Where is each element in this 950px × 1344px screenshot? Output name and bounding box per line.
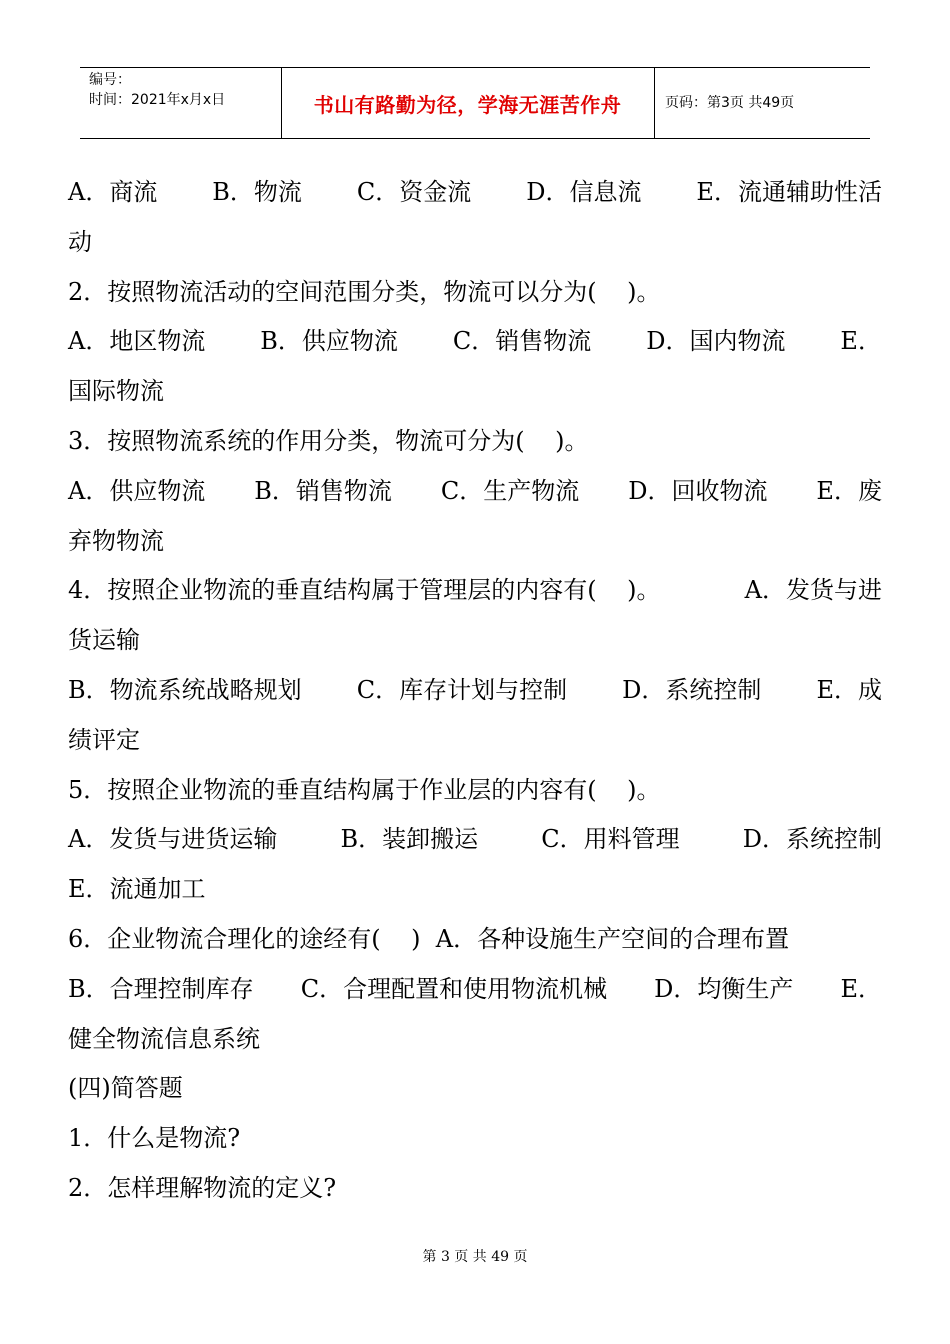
short-question-2: 2．怎样理解物流的定义? xyxy=(68,1173,337,1202)
option-a: A．供应物流 xyxy=(68,476,206,505)
option-d: D．系统控制 xyxy=(622,675,762,704)
option-b: B．销售物流 xyxy=(254,476,392,505)
options-line-3 xyxy=(68,467,882,517)
question-5: 5．按照企业物流的垂直结构属于作业层的内容有( )。 xyxy=(68,775,661,804)
document-body xyxy=(68,168,882,1214)
option-e: E．成 xyxy=(816,675,882,704)
question-3: 3．按照物流系统的作用分类，物流可分为( )。 xyxy=(68,426,589,455)
option-b: B．物流 xyxy=(212,178,302,206)
header-date: 时间：2021年x月x日 xyxy=(89,92,226,108)
question-text: 4．按照企业物流的垂直结构属于管理层的内容有( )。 xyxy=(68,576,661,605)
option-d: D．系统控制 xyxy=(742,825,882,854)
option-c: C．资金流 xyxy=(356,178,472,206)
section-heading: (四)简答题 xyxy=(68,1074,183,1103)
option-a: A．商流 xyxy=(68,178,158,206)
option-e: E． xyxy=(840,974,882,1003)
option-d: D．回收物流 xyxy=(628,476,768,505)
option-c: C．用料管理 xyxy=(541,825,680,854)
options-line-4 xyxy=(68,666,882,716)
header-meta-cell xyxy=(80,68,282,138)
option-c: C．库存计划与控制 xyxy=(356,675,568,704)
option-b: B．装卸搬运 xyxy=(340,825,479,854)
option-e: E． xyxy=(840,327,882,356)
text-line: 动 xyxy=(68,227,92,256)
option-b: B．物流系统战略规划 xyxy=(68,675,302,704)
question-4 xyxy=(68,566,882,616)
option-e: E．流通辅助性活 xyxy=(696,178,882,206)
page-footer: 第 3 页 共 49 页 xyxy=(422,1249,528,1265)
option-e: E．废 xyxy=(816,476,882,505)
option-c: C．生产物流 xyxy=(440,476,580,505)
header-page-info: 页码：第3页 共49页 xyxy=(665,94,795,111)
header-motto: 书山有路勤为径，学海无涯苦作舟 xyxy=(313,92,622,117)
text-line: 弃物物流 xyxy=(68,526,164,555)
text-line: 绩评定 xyxy=(68,725,140,754)
option-b: B．供应物流 xyxy=(260,327,398,356)
option-c: C．销售物流 xyxy=(452,327,592,356)
text-line: 国际物流 xyxy=(68,377,164,406)
option-d: D．信息流 xyxy=(526,178,642,206)
options-line-5 xyxy=(68,815,882,865)
options-line-1 xyxy=(68,168,882,218)
option-c: C．合理配置和使用物流机械 xyxy=(300,974,608,1003)
text-line: 货运输 xyxy=(68,626,140,655)
option-a: A．发货与进 xyxy=(744,576,882,605)
question-6: 6．企业物流合理化的途经有( ) A．各种设施生产空间的合理布置 xyxy=(68,924,790,953)
option-a: A．地区物流 xyxy=(68,327,206,356)
option-d: D．国内物流 xyxy=(646,327,786,356)
text-line: E．流通加工 xyxy=(68,875,206,904)
header-number-label: 编号： xyxy=(89,72,131,88)
text-line: 健全物流信息系统 xyxy=(68,1024,260,1053)
header-page-cell xyxy=(655,68,870,138)
option-b: B．合理控制库存 xyxy=(68,974,254,1003)
options-line-2 xyxy=(68,317,882,367)
short-question-1: 1．什么是物流? xyxy=(68,1124,241,1153)
page-header xyxy=(80,67,870,139)
question-2: 2．按照物流活动的空间范围分类，物流可以分为( )。 xyxy=(68,277,661,306)
options-line-6 xyxy=(68,965,882,1015)
option-d: D．均衡生产 xyxy=(654,974,794,1003)
header-motto-cell xyxy=(281,68,655,138)
option-a: A．发货与进货运输 xyxy=(68,825,278,854)
